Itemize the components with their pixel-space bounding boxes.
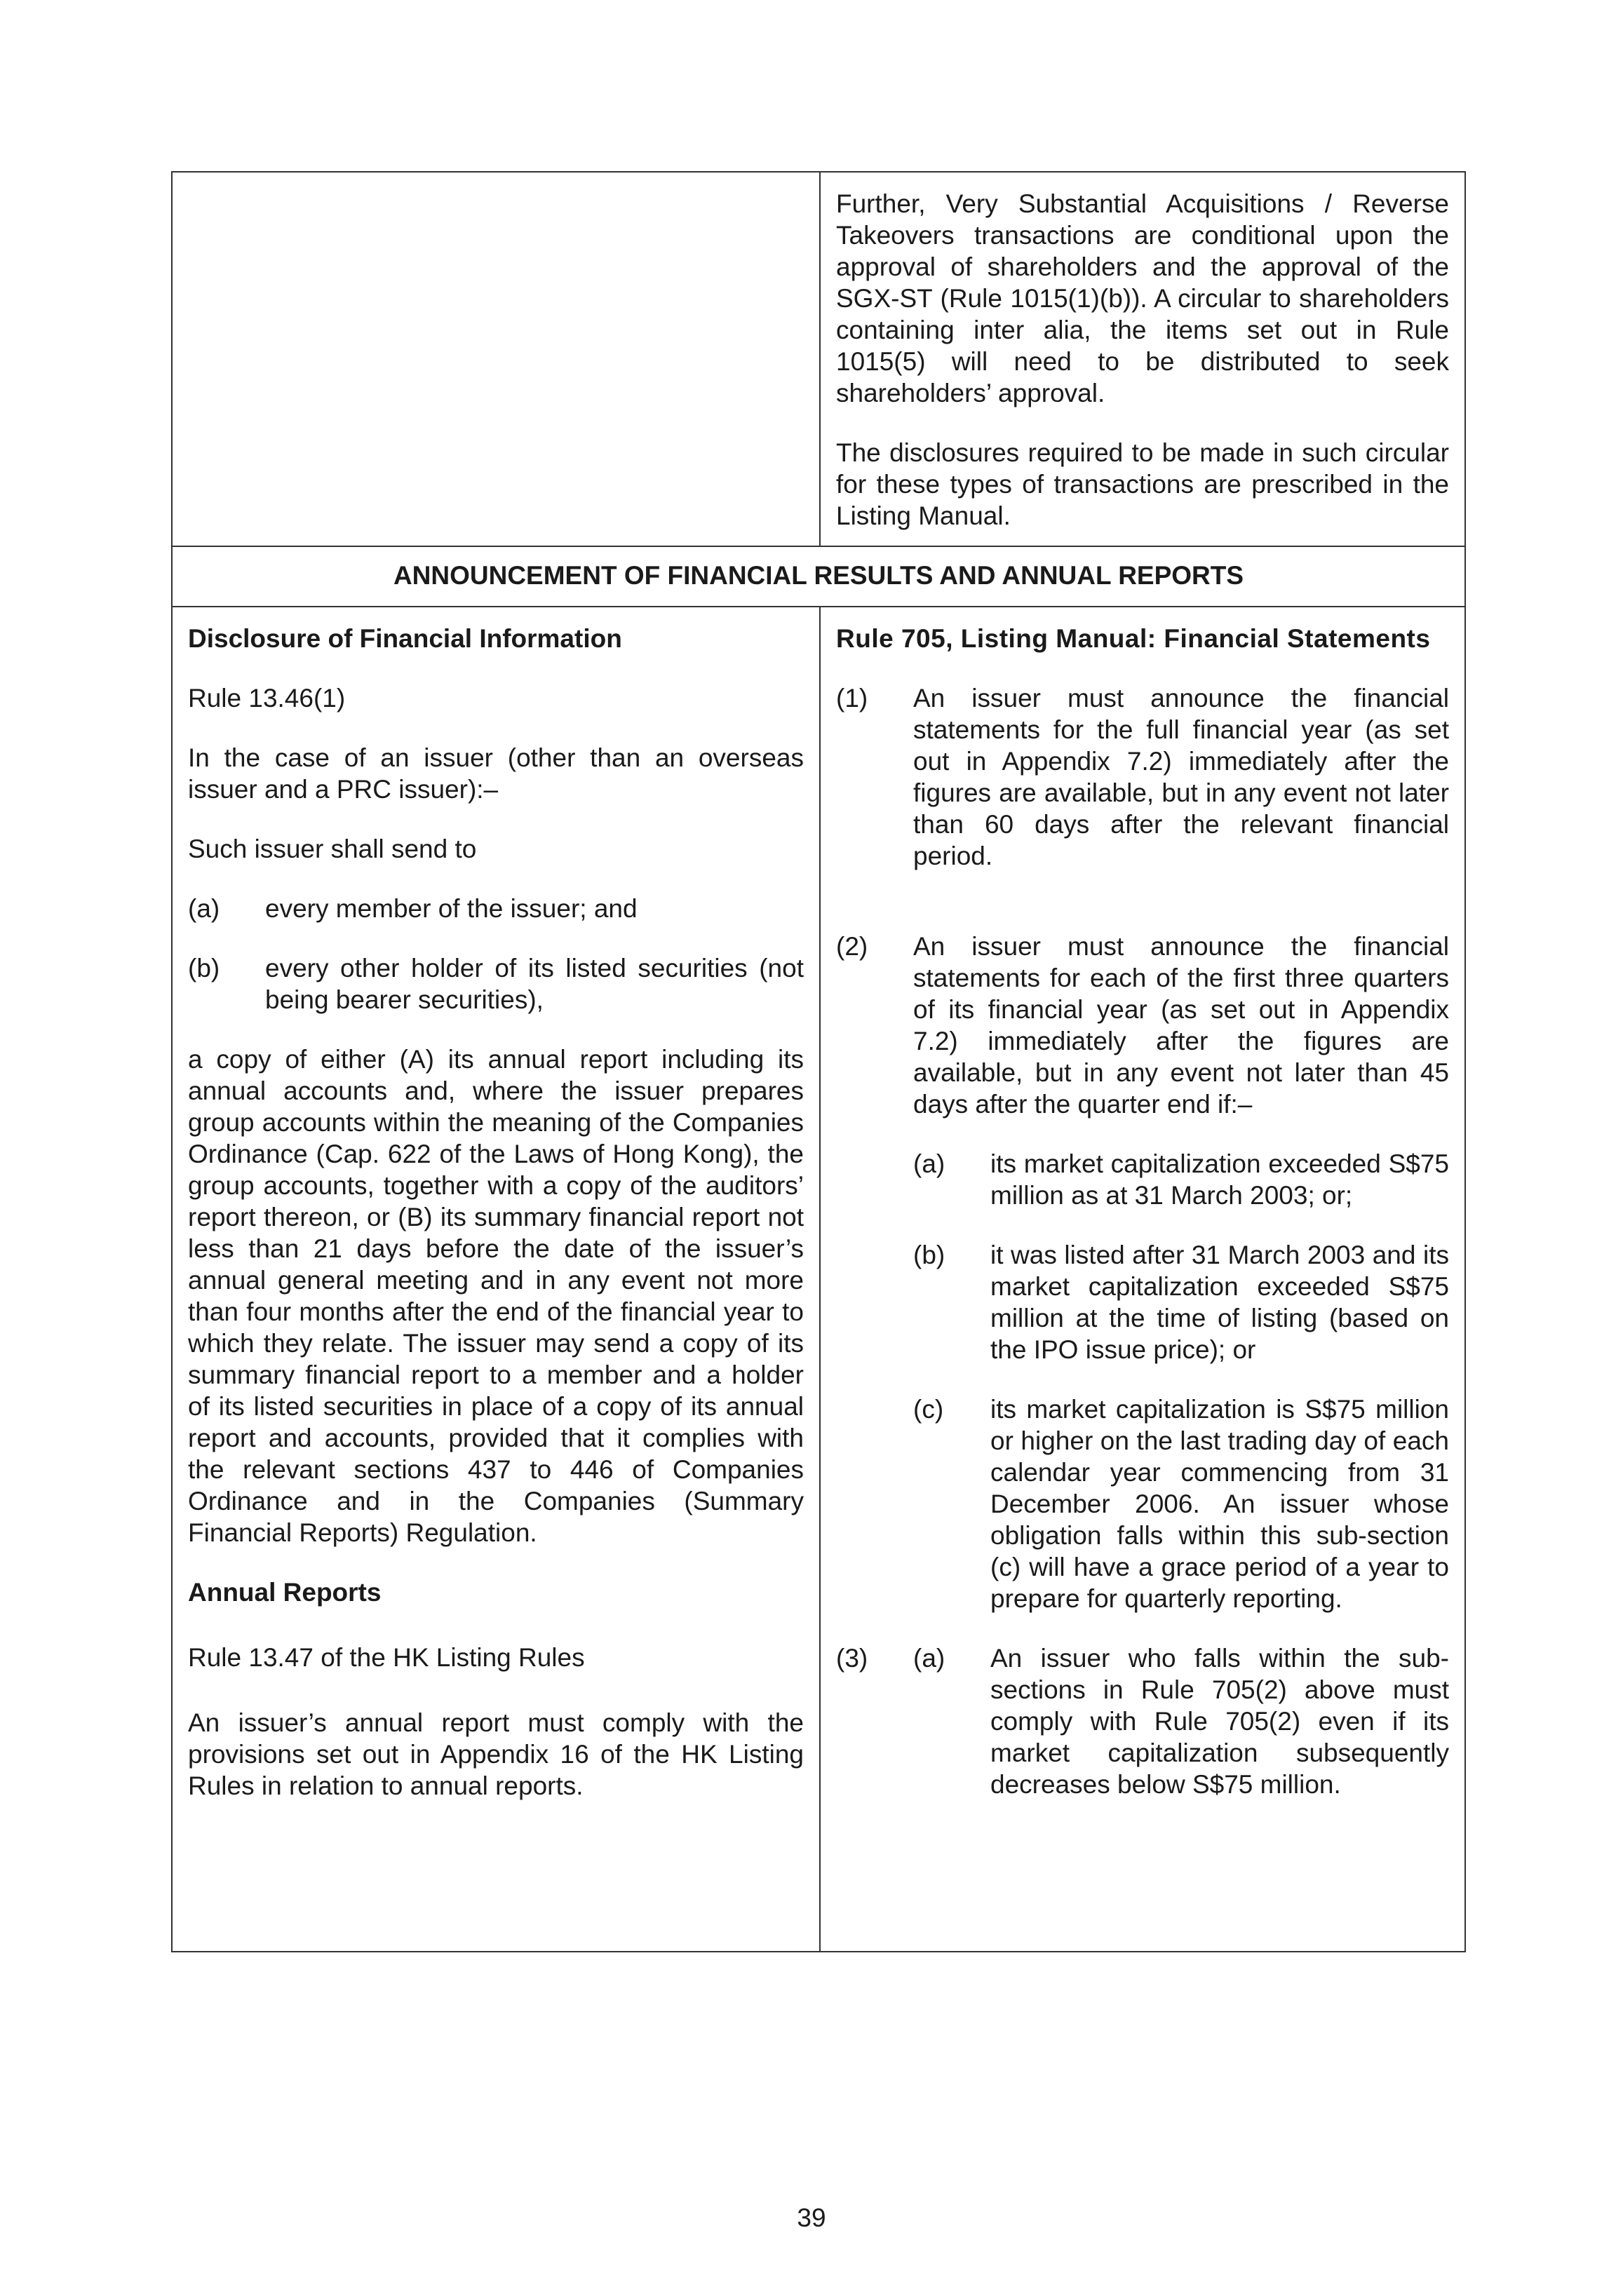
item-label: (3): [836, 1644, 868, 1673]
left-cell-hk-rules: [173, 607, 819, 1951]
table-row-vsa: [173, 173, 1464, 547]
vsa-paragraph: Further, Very Substantial Acquisitions / Reverse Takeovers transactions are conditional upon the approval of shareholders and the approval of the SGX-ST (Rule 1015(1)(b)). A circular to shareholders containing inter alia, the items set out in Rule 1015(5) will need to be distributed to seek shareholders’ approval.: [836, 189, 1449, 407]
list-item: [836, 682, 1449, 872]
annual-reports-heading: Annual Reports: [188, 1578, 382, 1607]
rule-reference: Rule 13.46(1): [188, 684, 346, 713]
item-text: [913, 1642, 1449, 1800]
item-text: [913, 931, 1449, 1614]
disclosure-paragraph: The disclosures required to be made in such circular for these types of transactions are prescribed in the Listing Manual.: [836, 438, 1449, 530]
section-heading: ANNOUNCEMENT OF FINANCIAL RESULTS AND ANNUAL REPORTS: [393, 561, 1244, 590]
list-item: [836, 1642, 1449, 1800]
sub-item-label: (a): [913, 1149, 945, 1178]
annual-report-copy-paragraph: a copy of either (A) its annual report including its annual accounts and, where the issuer prepares group accounts within the meaning of the Companies Ordinance (Cap. 622 of the Laws of Hong Kong), the group accounts, together with a copy of the auditors’ report thereon, or (B) its summary financial report not less than 21 days before the date of the issuer’s annual general meeting and in any event not more than four months after the end of the financial year to which they relate. The issuer may send a copy of its summary financial report to a member and a holder of its listed securities in place of a copy of its annual report and accounts, provided that it complies with the relevant sections 437 to 446 of Companies Ordinance and in the Companies (Summary Financial Reports) Regulation.: [188, 1045, 804, 1547]
rule-705-heading: Rule 705, Listing Manual: Financial Statements: [836, 624, 1431, 653]
intro-paragraph: In the case of an issuer (other than an overseas issuer and a PRC issuer):–: [188, 743, 804, 804]
sub-list-item: [913, 1148, 1449, 1211]
left-cell-empty: [173, 173, 819, 546]
sub-item-label: (c): [913, 1395, 944, 1424]
item-label: (1): [836, 684, 868, 713]
sub-item-label: (a): [913, 1644, 945, 1673]
table-row-financial: [173, 607, 1464, 1951]
item-label: (2): [836, 932, 868, 961]
item-label: (b): [188, 954, 220, 982]
item-3-text: An issuer who falls within the sub-sections in Rule 705(2) above must comply with Rule 705(2) even if its market capitalization subsequently decreases below S$75 million.: [990, 1644, 1449, 1799]
sub-list-item: [913, 1239, 1449, 1365]
right-cell-vsa: [821, 173, 1464, 546]
item-label: (a): [188, 894, 220, 923]
page-number: 39: [797, 2203, 826, 2232]
item-text: every member of the issuer; and: [265, 894, 638, 923]
disclosure-heading: Disclosure of Financial Information: [188, 624, 622, 653]
annual-rule-reference: Rule 13.47 of the HK Listing Rules: [188, 1643, 585, 1672]
annual-report-paragraph: An issuer’s annual report must comply with the provisions set out in Appendix 16 of the HK Listing Rules in relation to annual reports.: [188, 1708, 804, 1800]
section-heading-row: [173, 547, 1464, 607]
sub-list-item: [913, 1393, 1449, 1614]
right-cell-sgx-rules: [821, 607, 1464, 1951]
item-text: An issuer must announce the financial statements for the full financial year (as set out in Appendix 7.2) immediately after the figures are available, but in any event not later than 60 days after the relevant financial period.: [913, 684, 1449, 870]
sub-item-text: its market capitalization exceeded S$75 million as at 31 March 2003; or;: [990, 1149, 1449, 1210]
list-item: [188, 952, 804, 1015]
comparison-table: [171, 171, 1466, 1952]
list-item: [836, 931, 1449, 1614]
item-2-text: An issuer must announce the financial statements for each of the first three quarters of its financial year (as set out in Appendix 7.2) immediately after the figures are available, but in any event not later than 45 days after the quarter end if:–: [913, 932, 1449, 1119]
send-to-text: Such issuer shall send to: [188, 835, 477, 863]
sub-item-text: its market capitalization is S$75 million or higher on the last trading day of each calendar year commencing from 31 December 2006. An issuer whose obligation falls within this sub-section (c) will have a grace period of a year to prepare for quarterly reporting.: [990, 1395, 1449, 1613]
sub-item-text: it was listed after 31 March 2003 and its market capitalization exceeded S$75 million at the time of listing (based on the IPO issue price); or: [990, 1241, 1449, 1364]
item-text: every other holder of its listed securities (not being bearer securities),: [265, 954, 804, 1014]
list-item: [188, 893, 804, 924]
sub-item-label: (b): [913, 1241, 945, 1269]
